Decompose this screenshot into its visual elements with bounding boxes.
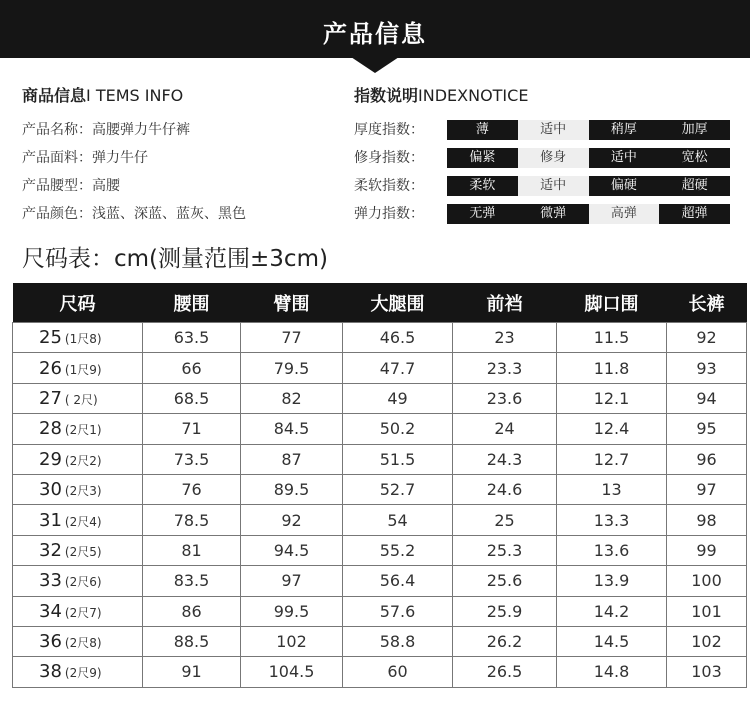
table-cell: 102	[667, 626, 747, 656]
size-number: 38	[39, 661, 62, 683]
table-row	[13, 626, 747, 656]
size-table-header-row	[13, 283, 747, 323]
size-number: 32	[39, 539, 62, 561]
table-cell: 23.6	[453, 383, 557, 413]
table-cell: 25.3	[453, 535, 557, 565]
table-cell: 23.3	[453, 353, 557, 383]
size-table-body	[13, 323, 747, 688]
table-cell: 23	[453, 323, 557, 353]
column-header: 前裆	[453, 283, 557, 323]
product-info-heading	[22, 86, 342, 106]
table-cell: 12.4	[557, 414, 667, 444]
index-option: 超弹	[681, 206, 708, 221]
header-banner	[0, 0, 750, 58]
index-option-selected: 修身	[518, 148, 589, 168]
table-row	[13, 535, 747, 565]
index-notice-rows	[354, 116, 734, 228]
table-cell: 13.9	[557, 566, 667, 596]
size-table-title: 尺码表：cm(测量范围±3cm)	[22, 246, 328, 272]
table-cell: 78.5	[143, 505, 241, 535]
table-cell: 56.4	[343, 566, 453, 596]
table-cell: 93	[667, 353, 747, 383]
table-cell: 14.2	[557, 596, 667, 626]
size-chi: (2尺6)	[64, 575, 102, 590]
size-chi: (2尺8)	[64, 636, 102, 651]
table-cell: 25	[453, 505, 557, 535]
size-chi: (2尺2)	[64, 453, 102, 468]
size-number: 34	[39, 600, 62, 622]
product-info-row: 产品面料：弹力牛仔	[22, 150, 148, 166]
index-option: 稍厚	[610, 122, 637, 137]
table-cell: 66	[143, 353, 241, 383]
product-info-row: 产品腰型：高腰	[22, 178, 120, 194]
table-cell: 94	[667, 383, 747, 413]
index-row-label: 柔软指数：	[354, 178, 424, 194]
banner-notch	[351, 57, 399, 73]
table-cell: 89.5	[241, 474, 343, 504]
table-cell: 52.7	[343, 474, 453, 504]
product-info-row: 产品颜色：浅蓝、深蓝、蓝灰、黑色	[22, 206, 246, 222]
table-cell: 99.5	[241, 596, 343, 626]
table-cell: 24.3	[453, 444, 557, 474]
table-cell: 101	[667, 596, 747, 626]
table-cell: 87	[241, 444, 343, 474]
table-cell: 103	[667, 657, 747, 687]
table-row	[13, 383, 747, 413]
index-row-label: 厚度指数：	[354, 122, 424, 138]
table-cell: 79.5	[241, 353, 343, 383]
size-number: 36	[39, 631, 62, 653]
index-option: 薄	[475, 122, 489, 137]
table-cell: 77	[241, 323, 343, 353]
index-option: 偏硬	[610, 178, 637, 193]
product-info-row: 产品名称：高腰弹力牛仔裤	[22, 122, 190, 138]
table-cell: 71	[143, 414, 241, 444]
table-cell: 24	[453, 414, 557, 444]
table-cell: 14.5	[557, 626, 667, 656]
index-option: 宽松	[681, 150, 708, 165]
table-cell: 26.2	[453, 626, 557, 656]
table-cell: 76	[143, 474, 241, 504]
size-number: 29	[39, 448, 62, 470]
table-row	[13, 323, 747, 353]
size-number: 26	[39, 357, 62, 379]
index-scale	[447, 204, 730, 224]
column-header: 脚口围	[557, 283, 667, 323]
table-cell: 11.5	[557, 323, 667, 353]
size-cell	[13, 566, 143, 596]
size-cell	[13, 414, 143, 444]
index-scale	[447, 148, 730, 168]
index-notice-heading	[354, 86, 734, 106]
index-row	[354, 116, 734, 144]
size-number: 30	[39, 479, 62, 501]
table-cell: 12.7	[557, 444, 667, 474]
table-cell: 73.5	[143, 444, 241, 474]
table-cell: 55.2	[343, 535, 453, 565]
table-cell: 54	[343, 505, 453, 535]
index-option: 适中	[610, 150, 637, 165]
table-cell: 50.2	[343, 414, 453, 444]
size-chi: (2尺7)	[64, 605, 102, 620]
size-number: 33	[39, 570, 62, 592]
product-info-heading-cn: 商品信息	[22, 86, 87, 105]
table-cell: 63.5	[143, 323, 241, 353]
table-cell: 13	[557, 474, 667, 504]
size-cell	[13, 626, 143, 656]
table-cell: 13.6	[557, 535, 667, 565]
table-cell: 98	[667, 505, 747, 535]
column-header: 臂围	[241, 283, 343, 323]
table-cell: 91	[143, 657, 241, 687]
size-cell	[13, 323, 143, 353]
table-row	[13, 444, 747, 474]
table-cell: 102	[241, 626, 343, 656]
size-chi: (2尺5)	[64, 544, 102, 559]
table-cell: 104.5	[241, 657, 343, 687]
product-info-section	[22, 86, 342, 228]
banner-title: 产品信息	[323, 20, 427, 48]
table-cell: 46.5	[343, 323, 453, 353]
index-option-selected: 适中	[518, 120, 589, 140]
size-cell	[13, 474, 143, 504]
size-cell	[13, 596, 143, 626]
table-row	[13, 353, 747, 383]
table-cell: 100	[667, 566, 747, 596]
table-cell: 97	[241, 566, 343, 596]
index-row	[354, 172, 734, 200]
size-chi: (2尺3)	[64, 484, 102, 499]
table-cell: 60	[343, 657, 453, 687]
table-cell: 11.8	[557, 353, 667, 383]
size-cell	[13, 383, 143, 413]
size-cell	[13, 505, 143, 535]
table-cell: 92	[241, 505, 343, 535]
table-row	[13, 474, 747, 504]
index-row	[354, 200, 734, 228]
table-cell: 88.5	[143, 626, 241, 656]
table-cell: 13.3	[557, 505, 667, 535]
index-option-selected: 高弹	[589, 204, 660, 224]
table-cell: 97	[667, 474, 747, 504]
size-number: 28	[39, 418, 62, 440]
table-cell: 57.6	[343, 596, 453, 626]
index-row	[354, 144, 734, 172]
size-cell	[13, 657, 143, 687]
size-cell	[13, 444, 143, 474]
table-cell: 25.6	[453, 566, 557, 596]
table-cell: 24.6	[453, 474, 557, 504]
table-cell: 81	[143, 535, 241, 565]
index-notice-heading-cn: 指数说明	[354, 86, 419, 105]
table-cell: 86	[143, 596, 241, 626]
table-cell: 12.1	[557, 383, 667, 413]
column-header: 长裤	[667, 283, 747, 323]
size-chi: ( 2尺)	[64, 392, 98, 407]
size-chi: (1尺9)	[64, 362, 102, 377]
index-option: 微弹	[540, 206, 567, 221]
table-cell: 83.5	[143, 566, 241, 596]
table-cell: 94.5	[241, 535, 343, 565]
table-cell: 58.8	[343, 626, 453, 656]
table-cell: 25.9	[453, 596, 557, 626]
index-option: 偏紧	[469, 150, 496, 165]
table-cell: 96	[667, 444, 747, 474]
size-chi: (2尺9)	[64, 666, 102, 681]
table-cell: 51.5	[343, 444, 453, 474]
table-cell: 84.5	[241, 414, 343, 444]
size-chi: (2尺1)	[64, 423, 102, 438]
index-scale	[447, 120, 730, 140]
table-cell: 82	[241, 383, 343, 413]
table-row	[13, 657, 747, 687]
index-row-label: 弹力指数：	[354, 206, 424, 222]
product-info-rows	[22, 116, 342, 228]
index-notice-section	[354, 86, 734, 228]
index-option: 加厚	[681, 122, 708, 137]
index-scale	[447, 176, 730, 196]
size-cell	[13, 353, 143, 383]
size-table	[12, 283, 747, 688]
index-option: 无弹	[469, 206, 496, 221]
column-header: 尺码	[13, 283, 143, 323]
table-row	[13, 414, 747, 444]
size-number: 31	[39, 509, 62, 531]
table-cell: 92	[667, 323, 747, 353]
size-chi: (1尺8)	[64, 332, 102, 347]
table-cell: 68.5	[143, 383, 241, 413]
index-option-selected: 适中	[518, 176, 589, 196]
size-number: 25	[39, 327, 62, 349]
size-chi: (2尺4)	[64, 514, 102, 529]
column-header: 腰围	[143, 283, 241, 323]
index-option: 柔软	[469, 178, 496, 193]
table-cell: 99	[667, 535, 747, 565]
table-cell: 49	[343, 383, 453, 413]
table-cell: 47.7	[343, 353, 453, 383]
index-notice-heading-en: INDEXNOTICE	[418, 86, 529, 105]
table-cell: 26.5	[453, 657, 557, 687]
column-header: 大腿围	[343, 283, 453, 323]
index-row-label: 修身指数：	[354, 150, 424, 166]
product-info-heading-en: I TEMS INFO	[86, 86, 184, 105]
table-row	[13, 566, 747, 596]
table-row	[13, 596, 747, 626]
table-cell: 14.8	[557, 657, 667, 687]
size-cell	[13, 535, 143, 565]
index-option: 超硬	[681, 178, 708, 193]
table-row	[13, 505, 747, 535]
table-cell: 95	[667, 414, 747, 444]
size-number: 27	[39, 387, 62, 409]
